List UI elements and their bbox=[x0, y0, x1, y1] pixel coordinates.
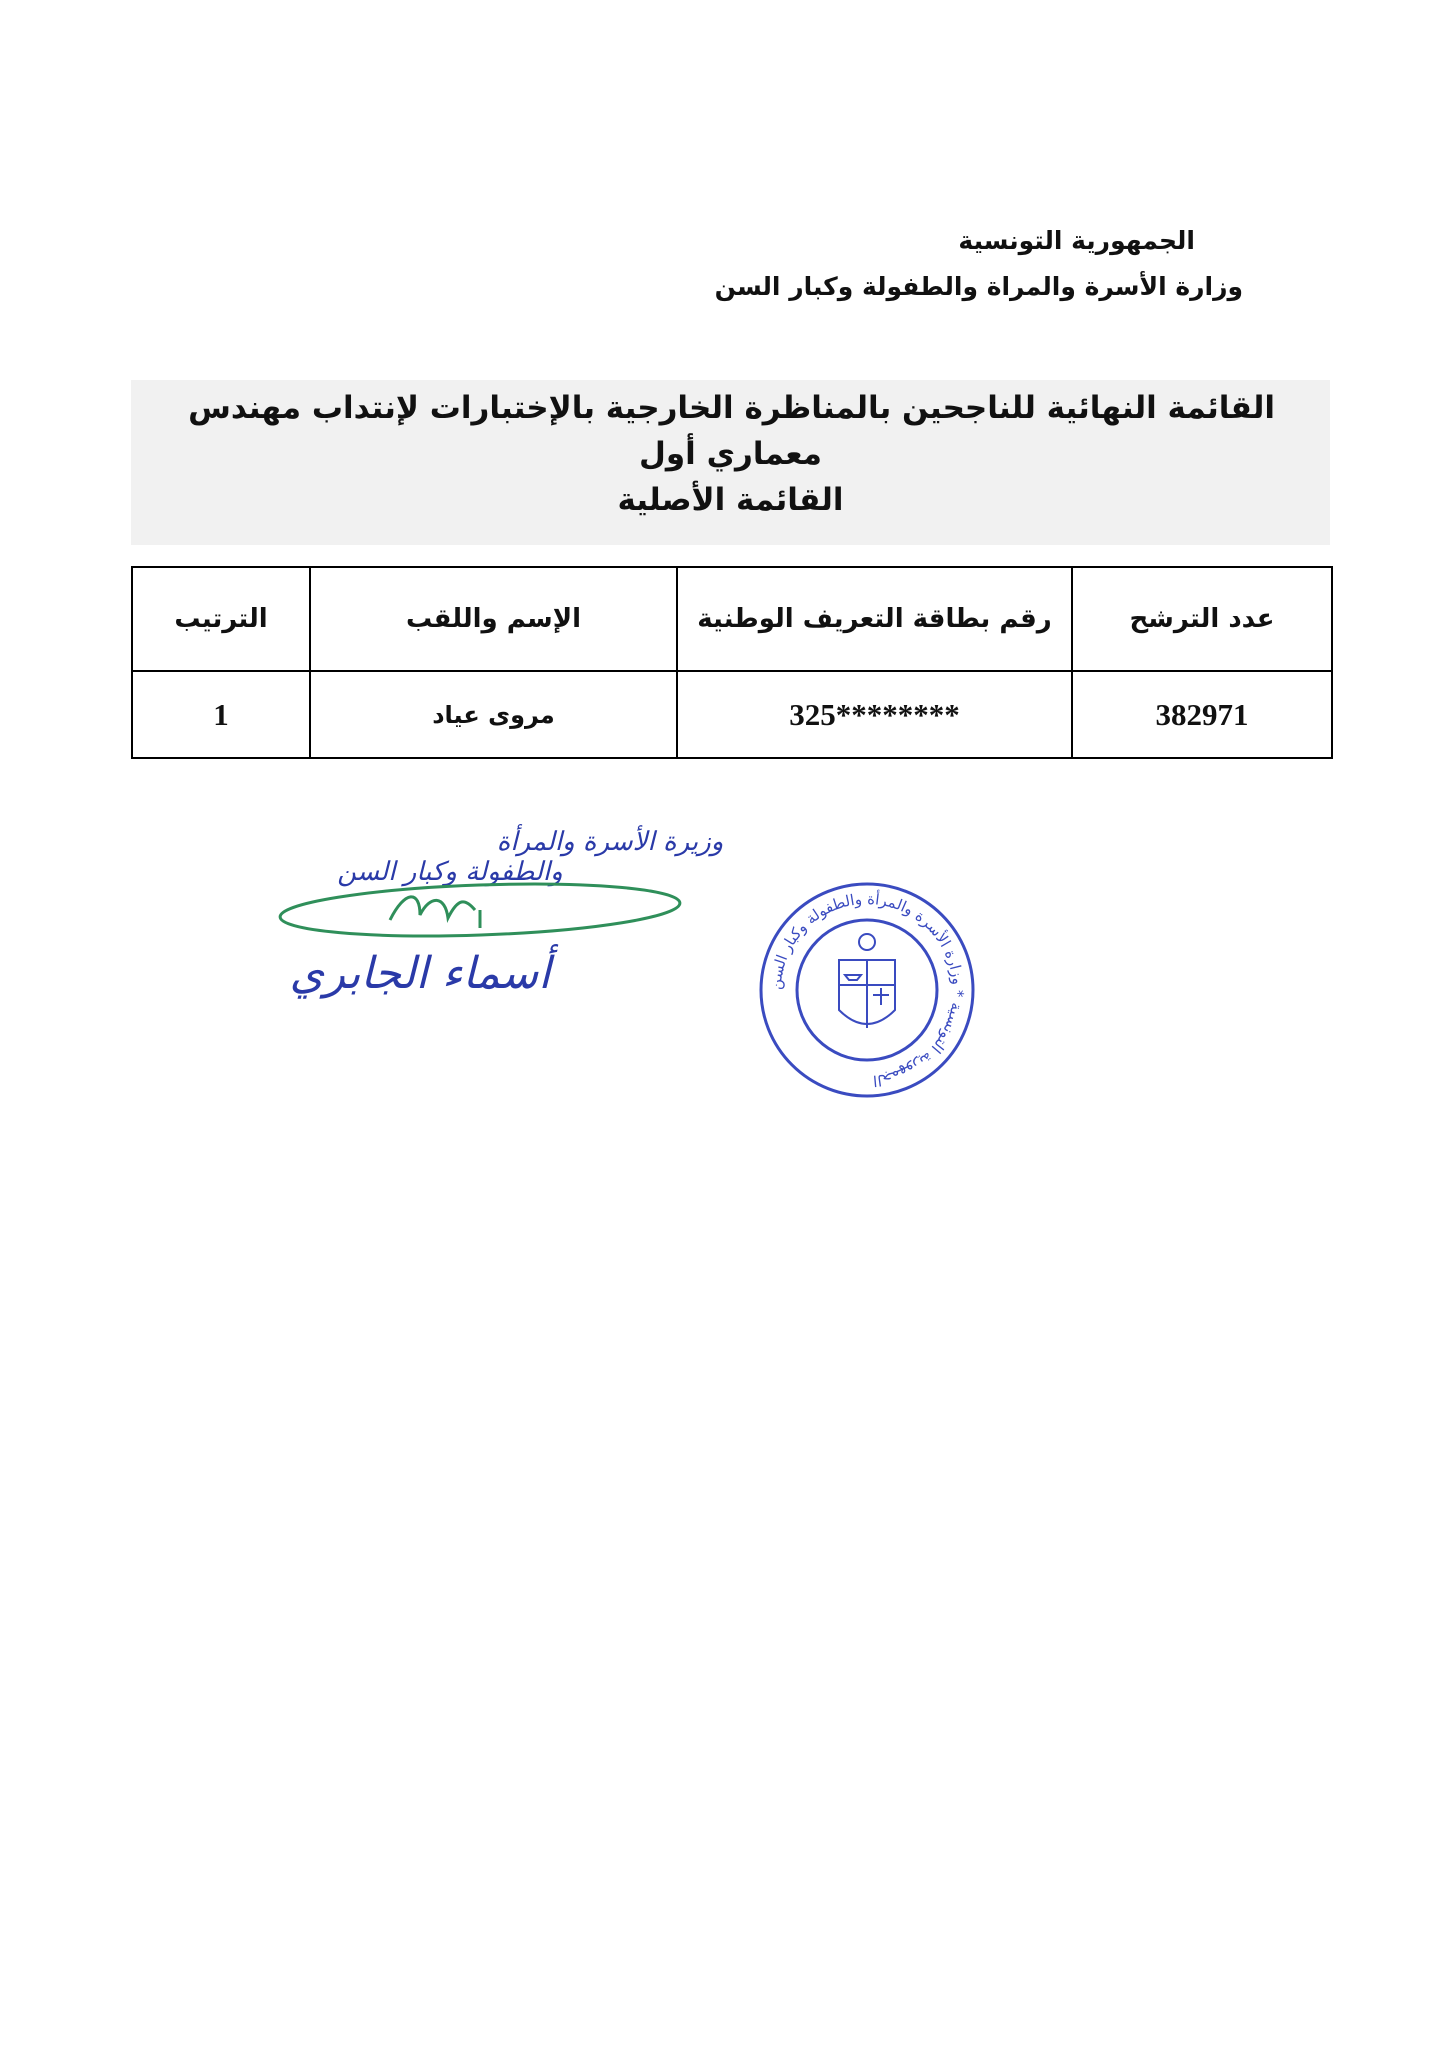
seal-text: الجمهورية التونسية * وزارة الأسرة والمرأة والطفولة وكبار السن bbox=[766, 889, 968, 1090]
table-header-row bbox=[132, 567, 1332, 671]
table-row bbox=[132, 671, 1332, 758]
cell-id-card: ********325 bbox=[677, 671, 1072, 758]
title-line-1: القائمة النهائية للناجحين بالمناظرة الخارجية بالإختبارات لإنتداب مهندس bbox=[188, 390, 1275, 426]
title-line-3: القائمة الأصلية bbox=[617, 482, 844, 518]
stamp-line-1: وزيرة الأسرة والمرأة bbox=[496, 827, 724, 857]
title-line-2: معماري أول bbox=[639, 436, 822, 472]
document-header bbox=[715, 218, 1243, 310]
results-table bbox=[131, 566, 1333, 759]
signature-stamp bbox=[270, 810, 724, 1010]
document-title bbox=[131, 380, 1330, 545]
signer-name: أسماء الجابري bbox=[289, 948, 551, 999]
ministry-name: وزارة الأسرة والمراة والطفولة وكبار السن bbox=[714, 272, 1243, 301]
header-id-card: رقم بطاقة التعريف الوطنية bbox=[677, 567, 1072, 671]
header-rank: الترتيب bbox=[132, 567, 310, 671]
header-candidate-no: عدد الترشح bbox=[1072, 567, 1332, 671]
coat-of-arms-icon bbox=[839, 934, 895, 1028]
cell-rank: 1 bbox=[132, 671, 310, 758]
official-seal bbox=[757, 880, 977, 1100]
cell-name: مروى عياد bbox=[310, 671, 677, 758]
republic-name: الجمهورية التونسية bbox=[958, 226, 1195, 255]
cell-candidate-no: 382971 bbox=[1072, 671, 1332, 758]
stamp-line-2: والطفولة وكبار السن bbox=[337, 857, 563, 887]
signature-scribble bbox=[390, 897, 480, 928]
header-name: الإسم واللقب bbox=[310, 567, 677, 671]
